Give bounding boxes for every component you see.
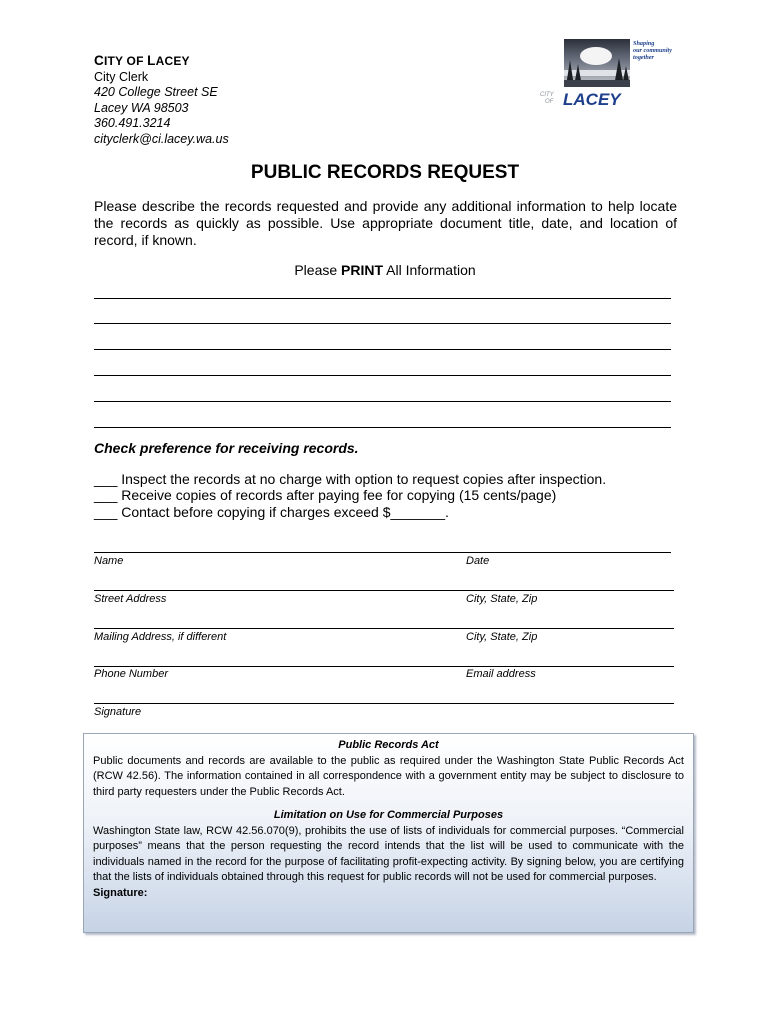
public-records-act-text: Public documents and records are available to the public as required under the Washington State Public Records Act (RCW 42.56). The information contained in all correspondence with a government entity may be subject to disclosure to third party requesters under the Public Records Act. — [93, 754, 684, 798]
commercial-limitation-heading: Limitation on Use for Commercial Purposes — [273, 809, 504, 821]
print-after: All Information — [383, 262, 476, 278]
description-line-5[interactable] — [94, 401, 671, 402]
check-preference-heading: Check preference for receiving records. — [94, 440, 359, 456]
print-before: Please — [294, 262, 342, 278]
description-line-3[interactable] — [94, 349, 671, 350]
logo-tagline-3: together — [633, 54, 654, 61]
dept-name: City Clerk — [94, 69, 149, 84]
logo-city-word: CITY — [540, 92, 554, 98]
city-address-block — [94, 53, 229, 147]
email-address-label: Email address — [466, 668, 536, 680]
notice-signature-label[interactable]: Signature: — [93, 886, 148, 899]
print-bold: PRINT — [341, 262, 384, 278]
name-date-line[interactable] — [94, 552, 671, 553]
phone-email-line[interactable] — [94, 666, 674, 667]
phone-number: 360.491.3214 — [94, 116, 171, 130]
mailing-city-state-zip-label: City, State, Zip — [466, 631, 538, 643]
option-inspect[interactable]: ___ Inspect the records at no charge with option to request copies after inspection. — [94, 471, 607, 487]
signature-label: Signature — [94, 706, 142, 718]
logo-mountain — [580, 47, 612, 65]
org-text-b: ACEY — [155, 54, 190, 68]
page-title: PUBLIC RECORDS REQUEST — [250, 162, 520, 183]
street-address-label: Street Address — [94, 593, 167, 605]
org-name — [94, 53, 229, 70]
date-label: Date — [466, 555, 490, 567]
intro-paragraph: Please describe the records requested and provide any additional information to help locate the records as quickly as possible. Use appropriate document title, date, and location of record, if known. — [94, 198, 677, 248]
phone-number-label: Phone Number — [94, 668, 168, 680]
mailing-address-label: Mailing Address, if different — [94, 631, 227, 643]
description-line-6[interactable] — [94, 427, 671, 428]
city-of-lacey-logo — [538, 36, 688, 110]
org-text-a: ITY OF — [103, 54, 148, 68]
org-initial-l: L — [147, 53, 156, 68]
org-initial-c: C — [94, 53, 104, 68]
option-contact-before[interactable]: ___ Contact before copying if charges exceed $_______. — [94, 504, 449, 520]
public-records-notice — [83, 733, 694, 933]
mailing-city-line[interactable] — [94, 628, 674, 629]
signature-line[interactable] — [94, 703, 674, 704]
option-receive-copies[interactable]: ___ Receive copies of records after paying fee for copying (15 cents/page) — [94, 487, 557, 503]
city-state-zip-label: City, State, Zip — [466, 593, 538, 605]
logo-of-word: OF — [545, 99, 554, 105]
logo-tagline-2: our community — [633, 47, 673, 54]
city-line: Lacey WA 98503 — [94, 100, 189, 115]
commercial-limitation-text: Washington State law, RCW 42.56.070(9), prohibits the use of lists of individuals for commercial purposes. “Commercial purposes” means that the person requesting the record intends that the list will be used to communicate with the individuals named in the record for the purpose of facilitating profit-expecting activity. By signing below, you are certifying that the lists of individuals obtained through this request for public records will not be used for commercial purposes. — [93, 824, 684, 883]
public-records-act-heading: Public Records Act — [338, 739, 439, 751]
street-city-line[interactable] — [94, 590, 674, 591]
name-label: Name — [94, 555, 124, 567]
logo-tagline-1: Shaping — [633, 40, 655, 47]
description-line-4[interactable] — [94, 375, 671, 376]
description-line-1[interactable] — [94, 298, 671, 299]
print-instruction — [0, 262, 770, 278]
street-address: 420 College Street SE — [94, 85, 218, 99]
logo-lacey-word: LACEY — [563, 90, 621, 109]
description-line-2[interactable] — [94, 323, 671, 324]
email-address: cityclerk@ci.lacey.wa.us — [94, 131, 229, 146]
